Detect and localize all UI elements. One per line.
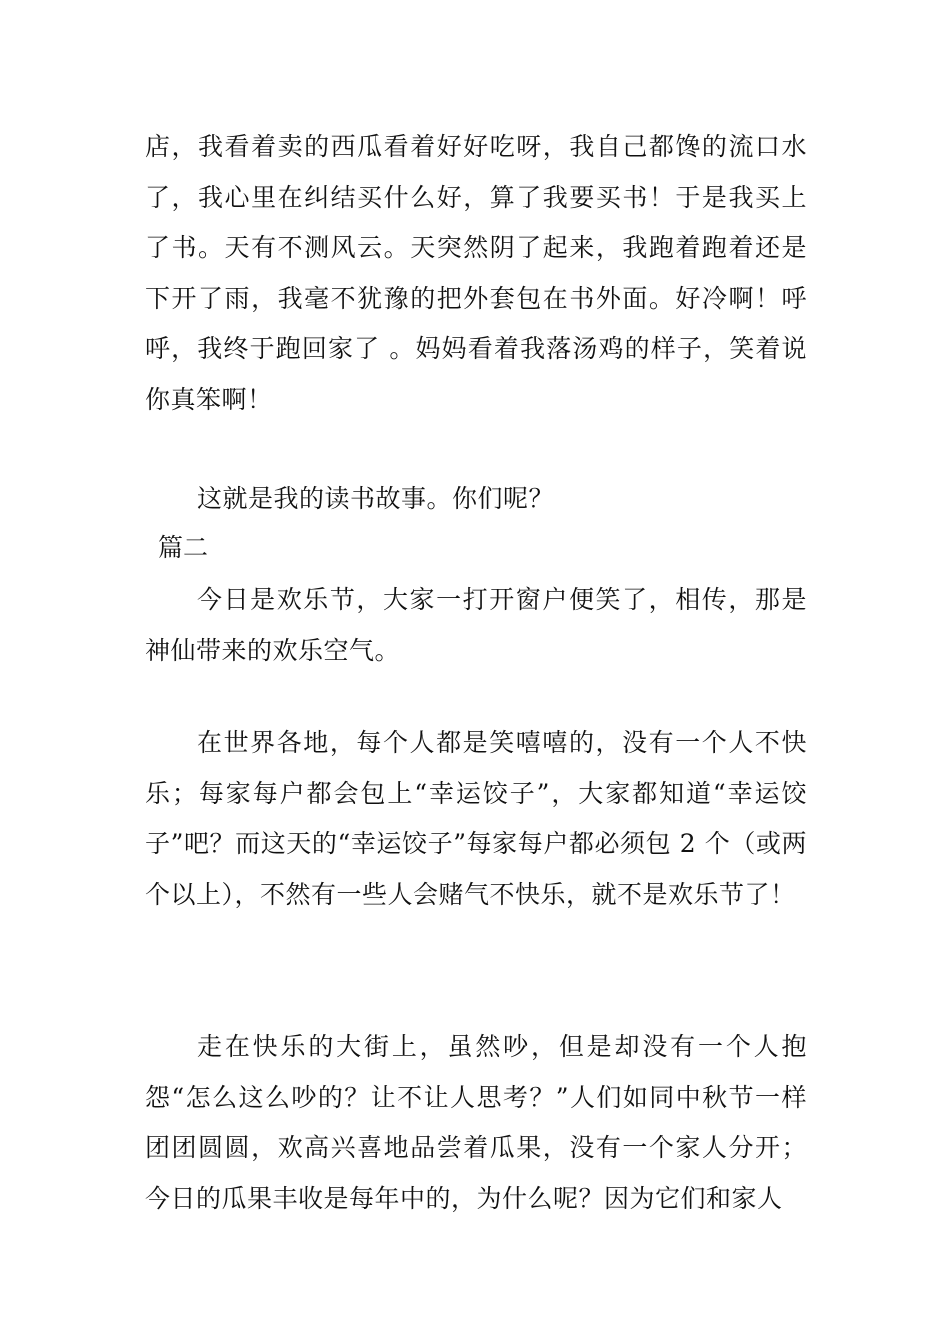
paragraph-intro: 今日是欢乐节，大家一打开窗户便笑了，相传，那是神仙带来的欢乐空气。 xyxy=(145,585,807,665)
paragraph-lucky-dumplings: 在世界各地，每个人都是笑嘻嘻的，没有一个人不快乐；每家每户都会包上“幸运饺子”，大家都知道“幸运饺子”吧？而这天的“幸运饺子”每家每户都必须包 2 个（或两个以上），不然有一些人会赌气不快乐，就不是欢乐节了！ xyxy=(145,728,807,909)
paragraph-closing-question: 这就是我的读书故事。你们呢？ xyxy=(197,484,555,513)
paragraph-street: 走在快乐的大街上，虽然吵，但是却没有一个人抱怨“怎么这么吵的？让不让人思考？”人们如同中秋节一样团团圆圆，欢高兴喜地品尝着瓜果，没有一个家人分开；今日的瓜果丰收是每年中的，为什么呢？因为它们和家人 xyxy=(145,1032,807,1213)
section-heading: 篇二 xyxy=(158,533,209,562)
paragraph-story-ending: 店，我看着卖的西瓜看着好好吃呀，我自己都馋的流口水了，我心里在纠结买什么好，算了我要买书！于是我买上了书。天有不测风云。天突然阴了起来，我跑着跑着还是下开了雨，我毫不犹豫的把外套包在书外面。好冷啊！呼呼，我终于跑回家了 。妈妈看着我落汤鸡的样子，笑着说你真笨啊！ xyxy=(145,132,807,414)
